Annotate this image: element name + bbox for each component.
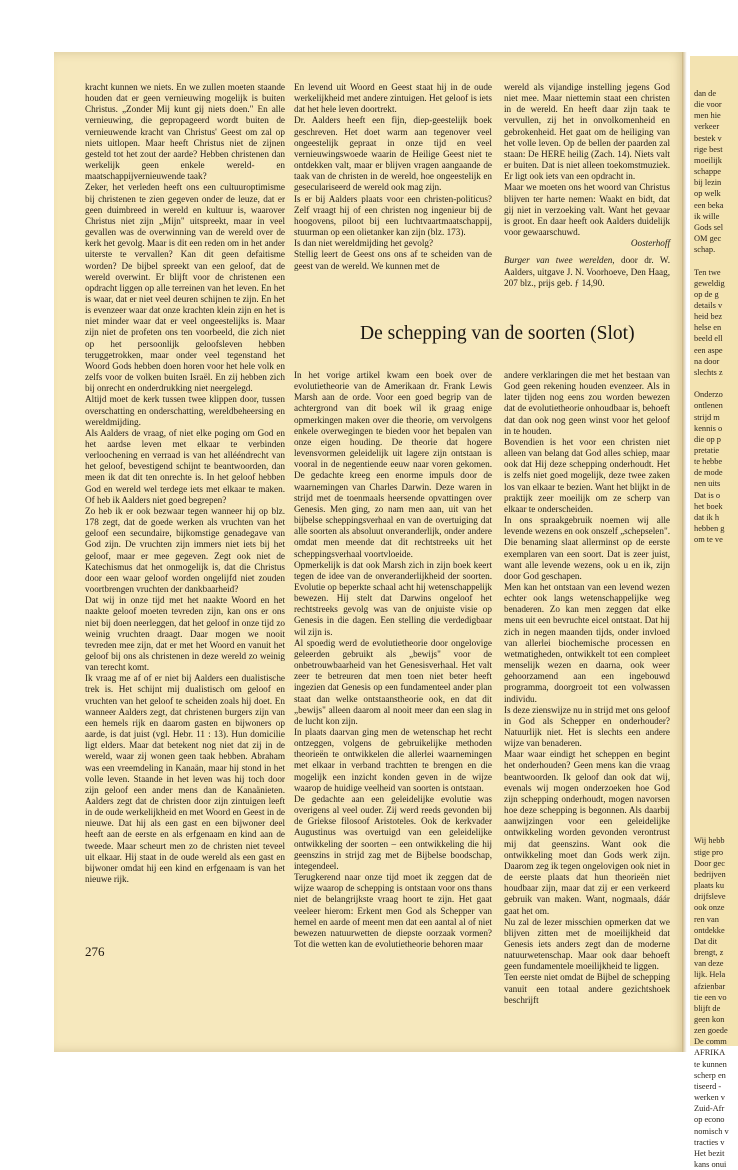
- next-page-line: Onderzo: [694, 390, 723, 400]
- next-page-line: [694, 557, 738, 568]
- page-number: 276: [85, 944, 105, 959]
- paragraph: Dat wij in onze tijd met het naakte Woord en het naakte geloof moeten tevreden zijn, kan ons er ons niet bij doen neerleggen, dat het geloof in onze tijd zo weinig vruchten draagt. Daar mogen we nooit tevreden mee zijn, dat er met het Woord en vanuit het geloof bij ons als christenen in deze wereld zo weinig van terecht komt.: [85, 595, 285, 673]
- next-page-line: pretatie: [694, 446, 720, 455]
- next-page-line: verkeer: [694, 122, 720, 132]
- next-page-line: [694, 601, 738, 612]
- next-page-line: Gods sel: [694, 222, 724, 232]
- paragraph: Ik vraag me af of er niet bij Aalders een dualistische trek is. Het schijnt mij dualistisch om geloof en vruchten van het geloof te scheiden zoals hij doet. En wanneer Aalders zegt, dat christenen burgers zijn van een hemels rijk en daarom gasten en bijwoners op aarde, is dat juist (vgl. Hebr. 11 : 13). Hun domicilie ligt elders. Maar dat betekent nog niet dat zij in de wereld, waar zij wonen geen taak hebben. Abraham was een vreemdeling in Kanaän, maar hij stond in het volle leven. Staande in het leven was hij toch door zijn geloof een ander mens dan de Kanaänieten. Aalders zegt dat de christen door zijn zintuigen leeft in de oude werkelijkheid en met Woord en Geest in de nieuwe. Dat hij als een gast en een bijwoner deel heeft aan de eerste en als erfgenaam en kind aan de tweede. Maar scheurt men zo de christen niet teveel uit elkaar. Hij staat in de oude wereld als een gast en bijwoner omdat hij een kind en erfgenaam is van het nieuwe rijk.: [85, 673, 285, 885]
- next-page-line: [694, 769, 738, 780]
- next-page-line: Het bezit: [694, 1148, 725, 1158]
- next-page-line: men hie: [694, 111, 721, 121]
- next-page-line: hebben g: [694, 524, 725, 534]
- paragraph: Nu zal de lezer misschien opmerken dat we blijven zitten met de moeilijkheid dat Genesis iets anders zegt dan de moderne natuurwetenschap. Maar ook daar behoeft geen fundamentele moeilijkheid te liggen.: [504, 916, 670, 972]
- paragraph: In plaats daarvan ging men de wetenschap het recht ontzeggen, volgens de gebruikelijke methoden theorieën te ontwikkelen die allerlei waarnemingen met elkaar in verband trachtten te brengen en die mogelijk een inzicht konden geven in de wijze waarop de huidige veelheid van soorten is ontstaan.: [294, 727, 492, 793]
- next-page-line: Dat is o: [694, 490, 721, 500]
- next-page-line: het boek: [694, 501, 723, 511]
- next-page-line: de mode: [694, 468, 723, 478]
- next-page-line: nen uits: [694, 479, 721, 489]
- paragraph: kracht kunnen we niets. En we zullen moeten staande houden dat er geen vernieuwing mogelijk is buiten Christus. „Zonder Mij kunt gij niets doen." En alle vernieuwing, die gepropageerd wordt buiten de vernieuwende kracht van Christus' Geest om zal op niets uitlopen. Maar heeft Christus niet de zijnen gesteld tot het zout der aarde? Hebben christenen dan werkelijk geen enkele wereld- en maatschappijvernieuwende taak?: [85, 82, 285, 182]
- next-page-text: [694, 88, 738, 1170]
- next-page-line: te hebbe: [694, 457, 723, 467]
- next-page-line: plaats ku: [694, 881, 725, 891]
- next-page-line: [694, 646, 738, 657]
- next-page-line: Zuid-Afr: [694, 1104, 725, 1114]
- next-page-line: [694, 702, 738, 713]
- paragraph: Men kan het ontstaan van een levend wezen echter ook langs wetenschappelijke weg benaderen. Zo kan men zeggen dat elke mens uit een bevruchte eicel ontstaat. Dat hij zich in negen maanden tijds, onder invloed van allerlei biochemische processen en wetmatigheden, ontwikkelt tot een compleet menselijk wezen en daarna, ook weer gehoorzamend aan een ingebouwd programma, doorgroeit tot een volwassen individu.: [504, 581, 670, 704]
- paragraph: Als Aalders de vraag, of niet elke poging om God en het aardse leven met elkaar te verbinden verloochening en verraad is van het allééndrecht van het geloof, bevestigend schijnt te beantwoorden, dan meen ik dat dit ten onrechte is. In het geloof hebben God en wereld wel terdege iets met elkaar te maken. Of heb ik Aalders niet goed begrepen?: [85, 427, 285, 505]
- paragraph: In ons spraakgebruik noemen wij alle levende wezens en ook onszelf „schepselen". Die benaming slaat allerminst op de eerste exemplaren van een soort. Dat is zeer juist, want alle levende wezens, ook u en ik, zijn door God geschapen.: [504, 515, 670, 581]
- paragraph: Is deze zienswijze nu in strijd met ons geloof in God als Schepper en onderhouder? Natuurlijk niet. Het is slechts een andere wijze van benaderen.: [504, 704, 670, 749]
- next-page-line: tie een vo: [694, 992, 727, 1002]
- next-page-line: beeld ell: [694, 334, 723, 344]
- next-page-line: [694, 824, 738, 835]
- next-page-line: lijk. Hela: [694, 970, 726, 980]
- paragraph: andere verklaringen die met het bestaan van God geen rekening houden evenzeer. Als in later tijden nog eens zou worden bewezen dat de evolutietheorie onhoudbaar is, behoeft dat dan ook nog geen winst voor het geloof in te houden.: [504, 370, 670, 436]
- next-page-line: een beka: [694, 200, 724, 210]
- next-page-line: schap.: [694, 245, 716, 255]
- next-page-line: ontdekke: [694, 925, 725, 935]
- next-page-line: bestek v: [694, 133, 722, 143]
- paragraph: Maar waar eindigt het scheppen en begint het onderhouden? Geen mens kan die vraag beantwoorden. Ik geloof dan ook dat wij, evenals wij mogen onderzoeken hoe God zijn schepping onderhoudt, mogen navorsen hoe deze schepping is begonnen. Als daarbij aanwijzingen voor een geleidelijke ontwikkeling worden gevonden verontrust mij dat geenszins. Want ook die ontwikkeling moet dan Gods werk zijn. Daarom zeg ik tegen ongelovigen ook niet in de eerste plaats dat hun theorieën niet houdbaar zijn, maar dat zij er een verkeerd gebruik van maken. Want, nogmaals, dáár gaat het om.: [504, 749, 670, 916]
- next-page-line: Wij hebb: [694, 836, 725, 846]
- next-page-line: [694, 378, 738, 389]
- next-page-line: een aspe: [694, 345, 723, 355]
- next-page-line: zen goede: [694, 1026, 728, 1036]
- book-title: Burger van twee werelden: [504, 255, 613, 266]
- next-page-line: [694, 679, 738, 690]
- next-page-line: strijd m: [694, 412, 720, 422]
- next-page-line: scherp en: [694, 1070, 726, 1080]
- next-page-line: werken v: [694, 1093, 725, 1103]
- next-page-line: [694, 735, 738, 746]
- column-2: [294, 82, 492, 272]
- next-page-line: kennis o: [694, 423, 723, 433]
- paragraph: Is dan niet wereldmijding het gevolg?: [294, 238, 434, 249]
- next-page-line: op de g: [694, 289, 719, 299]
- next-page-line: [694, 612, 738, 623]
- next-page-line: Ten twe: [694, 267, 721, 277]
- next-page-line: drijfsleve: [694, 892, 726, 902]
- next-page-line: nomisch v: [694, 1126, 729, 1136]
- next-page-line: te kunnen: [694, 1059, 727, 1069]
- next-page-line: stige pro: [694, 847, 724, 857]
- paragraph: wereld als vijandige instelling jegens God niet mee. Maar niettemin staat een christen in de wereld. En heeft daar zijn taak te vervullen, zij het in onvolkomenheid en gebrokenheid. Het gaat om de heiliging van het volle leven. Op de bellen der paarden zal staan: De HERE heilig (Zach. 14). Niets valt er buiten. Dat is niet alleen toekomstmuziek. Er ligt ook iets van een opdracht in.: [504, 82, 670, 182]
- column-3: [504, 82, 670, 289]
- next-page-line: ontlenen: [694, 401, 723, 411]
- paragraph: Terugkerend naar onze tijd moet ik zeggen dat de wijze waarop de schepping is ontstaan voor ons thans niet de belangrijkste vraag hoort te zijn. Het gaat veeleer hierom: Erkent men God als Schepper van hemel en aarde of meent men dat een aantal al of niet bewezen natuurwetten de diepste oorzaak vormen? Tot die wetten kan de evolutietheorie behoren maar: [294, 872, 492, 949]
- next-page-line: De comm: [694, 1037, 727, 1047]
- next-page-line: [694, 568, 738, 579]
- next-page-line: [694, 757, 738, 768]
- column-5: [504, 370, 670, 1006]
- next-page-line: bij lezin: [694, 178, 722, 188]
- next-page-line: bedrijven: [694, 869, 726, 879]
- paragraph: Dr. Aalders heeft een fijn, diep-geestelijk boek geschreven. Het doet warm aan tegenover veel ongeestelijk gepraat in onze tijd en veel vernieuwingswoede waarin de Heilige Geest niet te ontdekken valt, maar er blijven vragen aangaande de taak van de christen in de wereld, hoe ongeestelijk en geseculariseerd de wereld ook mag zijn.: [294, 115, 492, 193]
- next-page-line: kans onui: [694, 1160, 727, 1169]
- next-page-line: op econo: [694, 1115, 725, 1125]
- paragraph: Is er bij Aalders plaats voor een christen-politicus? Zelf vraagt hij of een christen nog ingenieur bij de hoogovens, piloot bij een luchtvaartmaatschappij, stuurman op een olietanker kan zijn (blz. 173).: [294, 193, 492, 238]
- next-page-line: die voor: [694, 100, 722, 110]
- next-page-line: [694, 746, 738, 757]
- paragraph: In het vorige artikel kwam een boek over de evolutietheorie van de Amerikaan dr. Frank Lewis Marsh aan de orde. Voor een goed begrip van de achtergrond van dit boek wil ik graag enige opmerkingen maken over die theorie, om vervolgens enkele overwegingen te bieden voor het bepalen van onze eigen houding. De theorie dat hogere levensvormen geleidelijk uit lagere zijn ontstaan is vooral in de negentiende eeuw naar voren gekomen. De gedachte kreeg een enorme impuls door de waarnemingen van Charles Darwin. Deze waren in strijd met de toenmaals heersende opvattingen over Genesis. Men ging, zo nam men aan, uit van het bijbelse scheppingsverhaal en van de overtuiging dat alle soorten als absoluut onveranderlijk, onder andere omdat men meende dat dit rechtstreeks uit het scheppingsverhaal voortvloeide.: [294, 370, 492, 559]
- paragraph: Al spoedig werd de evolutietheorie door ongelovige geleerden gebruikt als „bewijs" voor de onbetrouwbaarheid van het Genesisverhaal. Het valt zeer te betreuren dat men toen niet beter heeft ingezien dat Genesis op een fundamenteel ander plan staat dan welke ontstaanstheorie ook, en dat dit „bewijs" alleen daarom al nooit meer dan een slag in de lucht kon zijn.: [294, 637, 492, 726]
- next-page-line: moeilijk: [694, 155, 722, 165]
- next-page-line: OM gec: [694, 234, 722, 244]
- next-page-line: geen kon: [694, 1014, 725, 1024]
- next-page-line: [694, 690, 738, 701]
- next-page-line: [694, 624, 738, 635]
- next-page-line: [694, 791, 738, 802]
- next-page-line: [694, 802, 738, 813]
- next-page-line: blijft de: [694, 1003, 721, 1013]
- next-page-line: dan de: [694, 89, 717, 98]
- next-page-line: details v: [694, 300, 723, 310]
- next-page-line: [694, 590, 738, 601]
- next-page-line: rige best: [694, 144, 723, 154]
- next-page-line: AFRIKA: [694, 1048, 726, 1058]
- next-page-line: schappe: [694, 167, 721, 177]
- paragraph: Zeker, het verleden heeft ons een cultuuroptimisme bij christenen te zien gegeven onder de leuze, dat er geen duimbreed in wereld en kultuur is, waarover Christus niet zijn „Mijn" uitspreekt, maar in veel gevallen was de overwinning van de wereld over de kerk het gevolg. Maar is dit een reden om in het ander uiterste te vervallen? Kan dit geen defaitisme worden? De bijbel spreekt van een geloof, dat de wereld overwint. Er blijft voor de christenen een opdracht liggen op alle terreinen van het leven. En het is waar, dat er niet veel deuren schijnen te zijn. En het is evenzeer waar dat onze krachten klein zijn en het is niet minder waar dat er veel ongeestelijks is. Maar zijn niet de profeten ons ten voorbeeld, die zich niet op het persoonlijk geloofsleven hebben teruggetrokken, maar onder veel tegenstand het Woord Gods hebben doen horen voor het hele volk en zelfs voor de volken buiten Israël. En zij hebben zich bij onrecht en onderdrukking niet neergelegd.: [85, 182, 285, 394]
- next-page-line: [694, 724, 738, 735]
- next-page-line: op welk: [694, 189, 721, 199]
- next-page-line: slechts z: [694, 367, 723, 377]
- next-page-line: ook onze: [694, 903, 725, 913]
- next-page-line: afzienbar: [694, 981, 726, 991]
- paragraph: Bovendien is het voor een christen niet alleen van belang dat God alles schiep, maar ook dat Hij deze schepping onderhoudt. Het is zelfs niet goed mogelijk, deze twee zaken los van elkaar te bezien. Want het blijkt in de praktijk zeer moeilijk om ze scherp van elkaar te onderscheiden.: [504, 436, 670, 514]
- page-gutter: [682, 52, 690, 1052]
- next-page-line: tiseerd -: [694, 1081, 722, 1091]
- next-page-line: Dat dit: [694, 936, 718, 946]
- next-page-line: [694, 813, 738, 824]
- next-page-line: ik wille: [694, 211, 720, 221]
- column-4: [294, 370, 492, 950]
- paragraph: Ten eerste niet omdat de Bijbel de schepping vanuit een totaal andere gezichtshoek beschrijft: [504, 972, 670, 1005]
- next-page-line: [694, 780, 738, 791]
- next-page-line: [694, 657, 738, 668]
- next-page-line: die op p: [694, 434, 721, 444]
- next-page-line: [694, 635, 738, 646]
- next-page-line: dat ik h: [694, 512, 720, 522]
- next-page-line: geweldig: [694, 278, 725, 288]
- column-1: [85, 82, 285, 885]
- next-page-line: om te ve: [694, 535, 723, 545]
- article-heading: De schepping van de soorten (Slot): [360, 323, 635, 344]
- paragraph: Altijd moet de kerk tussen twee klippen door, tussen overschatting en onderschatting, wereldbeheersing en wereldmijding.: [85, 394, 285, 427]
- next-page-line: [694, 545, 738, 556]
- paragraph: Zo heb ik er ook bezwaar tegen wanneer hij op blz. 178 zegt, dat de goede werken als vruchten van het geloof een secundaire, bijkomstige genadegave van God zijn. De vruchten zijn immers niet iets bij het geloof, maar er mee gegeven. Zegt ook niet de Katechismus dat het onmogelijk is, dat die Christus door een waar geloof worden ongelijfd niet zouden voortbrengen vruchten der dankbaarheid?: [85, 505, 285, 595]
- next-page-line: [694, 713, 738, 724]
- book-reference: [504, 255, 670, 288]
- next-page-line: helse en: [694, 323, 722, 333]
- paragraph: Opmerkelijk is dat ook Marsh zich in zijn boek keert tegen de idee van de onveranderlijkheid der soorten. Evolutie op beperkte schaal acht hij wetenschappelijk bewezen. Hij stelt dat Darwins ongeloof het rechtstreeks gevolg was van de onjuiste visie op Genesis in die dagen. Een stelling die verdedigbaar wil zijn is.: [294, 559, 492, 637]
- paragraph: En levend uit Woord en Geest staat hij in de oude werkelijkheid met andere zintuigen. Het geloof is iets dat het hele leven doortrekt.: [294, 82, 492, 115]
- next-page-line: na door: [694, 356, 720, 366]
- book-details: , door dr. W. Aalders, uitgave J. N. Voorhoeve, Den Haag, 207 blz., prijs geb. ƒ 14,90.: [504, 255, 670, 288]
- next-page-line: brengt, z: [694, 948, 724, 958]
- paragraph: De gedachte aan een geleidelijke evolutie was overigens al veel ouder. Zij werd reeds gevonden bij de Griekse filosoof Aristoteles. Ook de kerkvader Augustinus was overtuigd van een geleidelijke ontwikkeling der soorten – een ontwikkeling die hij geenszins in strijd zag met de Bijbelse boodschap, integendeel.: [294, 793, 492, 871]
- next-page-line: ren van: [694, 914, 719, 924]
- next-page-line: tracties v: [694, 1137, 725, 1147]
- next-page-line: [694, 255, 738, 266]
- next-page-line: [694, 668, 738, 679]
- next-page-line: heid bez: [694, 312, 723, 322]
- next-page-line: [694, 579, 738, 590]
- paragraph: Stellig leert de Geest ons ons af te scheiden van de geest van de wereld. We kunnen met de: [294, 249, 492, 271]
- next-page-line: Door gec: [694, 858, 725, 868]
- paragraph: Maar we moeten ons het woord van Christus blijven ter harte nemen: Waakt en bidt, dat gij niet in verzoeking valt. Want het gevaar is groot. En daar heeft ook Aalders duidelijk voor gewaarschuwd.: [504, 182, 670, 238]
- author-signature: Oosterhoff: [630, 238, 670, 249]
- next-page-line: van deze: [694, 959, 724, 969]
